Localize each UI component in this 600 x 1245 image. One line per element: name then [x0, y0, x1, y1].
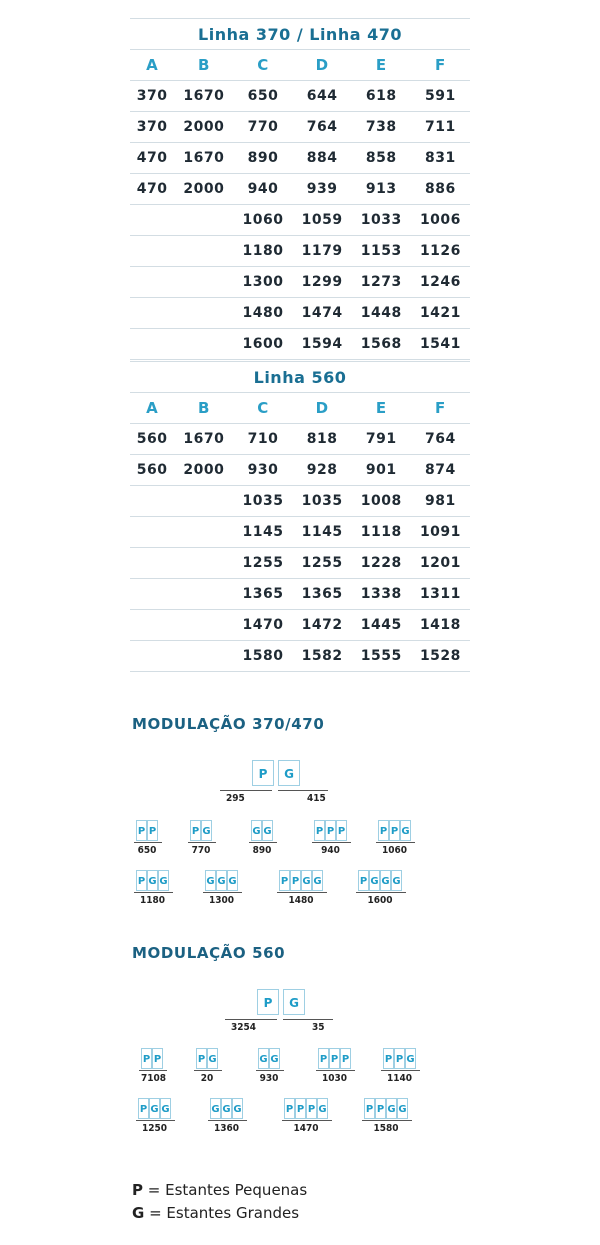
table-cell: 1580 [233, 641, 292, 672]
table-cell: 1059 [293, 205, 352, 236]
table-cell: 470 [130, 143, 174, 174]
table-cell: 930 [233, 455, 292, 486]
width-label: 1600 [367, 895, 393, 906]
table-cell: 1600 [233, 329, 292, 360]
table-cell [130, 236, 174, 267]
small-shelf-unit: P [141, 1048, 152, 1069]
floor-line [277, 892, 327, 893]
width-label: 1180 [139, 895, 166, 906]
width-label-small: 3254 [231, 1022, 257, 1033]
small-shelf-unit: P [190, 820, 201, 841]
table-cell: 1528 [411, 641, 470, 672]
table-cell: 1153 [352, 236, 411, 267]
floor-line [194, 1070, 222, 1071]
small-shelf-unit: P [314, 820, 325, 841]
table-cell: 764 [293, 112, 352, 143]
table-row [130, 81, 470, 112]
table-title-row [130, 362, 470, 393]
column-header: A [130, 393, 174, 424]
table-cell: 1365 [233, 579, 292, 610]
large-shelf-unit: G [369, 870, 380, 891]
legend-g-text: = Estantes Grandes [144, 1204, 300, 1222]
table-cell [174, 579, 233, 610]
table-cell: 560 [130, 424, 174, 455]
floor-line [381, 1070, 420, 1071]
table-cell: 1145 [233, 517, 292, 548]
table-cell [174, 517, 233, 548]
table-row [130, 298, 470, 329]
floor-line [203, 892, 242, 893]
floor-line [282, 1120, 332, 1121]
table-cell [130, 267, 174, 298]
small-shelf-unit: P [325, 820, 336, 841]
column-header: B [174, 393, 233, 424]
table-cell [130, 298, 174, 329]
floor-line [249, 842, 277, 843]
small-shelf-unit: P [279, 870, 290, 891]
table-row [130, 329, 470, 360]
width-label: 1480 [288, 895, 314, 906]
large-shelf-unit: G [262, 820, 273, 841]
table-cell: 1118 [352, 517, 411, 548]
table-cell: 370 [130, 112, 174, 143]
small-shelf-unit: P [290, 870, 301, 891]
small-shelf-unit: P [295, 1098, 306, 1119]
table-cell: 1338 [352, 579, 411, 610]
table-cell: 1060 [233, 205, 292, 236]
width-label-large: 415 [307, 793, 326, 804]
table-cell: 1201 [411, 548, 470, 579]
table-cell: 1474 [293, 298, 352, 329]
width-label: 770 [191, 845, 211, 856]
small-shelf-unit: P [336, 820, 347, 841]
table-cell: 1035 [233, 486, 292, 517]
large-shelf-unit: G [158, 870, 169, 891]
width-label: 1140 [386, 1073, 413, 1084]
table-cell: 886 [411, 174, 470, 205]
table-cell: 764 [411, 424, 470, 455]
width-label: 650 [137, 845, 157, 856]
table-cell: 1228 [352, 548, 411, 579]
small-shelf-unit: P [152, 1048, 163, 1069]
dimensions-table-560 [130, 361, 470, 672]
large-shelf-unit: G [258, 1048, 269, 1069]
table-cell: 370 [130, 81, 174, 112]
table-cell: 940 [233, 174, 292, 205]
legend-g-letter: G [132, 1204, 145, 1222]
floor-line [356, 892, 406, 893]
small-shelf-unit: P [284, 1098, 295, 1119]
table-cell: 1273 [352, 267, 411, 298]
table-cell: 618 [352, 81, 411, 112]
table-cell: 1311 [411, 579, 470, 610]
floor-line [225, 1019, 277, 1020]
table-cell: 1541 [411, 329, 470, 360]
width-label: 940 [321, 845, 340, 856]
table-row [130, 486, 470, 517]
large-shelf-unit: G [397, 1098, 408, 1119]
table-cell: 2000 [174, 112, 233, 143]
small-shelf-unit: P [318, 1048, 329, 1069]
table-cell: 831 [411, 143, 470, 174]
table-title: Linha 370 / Linha 470 [130, 19, 470, 50]
table-cell: 1445 [352, 610, 411, 641]
large-shelf-unit: G [221, 1098, 232, 1119]
large-shelf-unit: G [312, 870, 323, 891]
table-row [130, 205, 470, 236]
table-cell [130, 579, 174, 610]
large-shelf-unit: G [283, 989, 305, 1015]
small-shelf-unit: P [378, 820, 389, 841]
small-shelf-unit: P [364, 1098, 375, 1119]
floor-line [256, 1070, 284, 1071]
table-cell: 1006 [411, 205, 470, 236]
table-cell: 1480 [233, 298, 292, 329]
table-cell [174, 329, 233, 360]
large-shelf-unit: G [207, 1048, 218, 1069]
table-cell: 1670 [174, 424, 233, 455]
small-shelf-unit: P [389, 820, 400, 841]
table-title-row [130, 19, 470, 50]
legend-p-text: = Estantes Pequenas [143, 1181, 308, 1199]
table-cell: 770 [233, 112, 292, 143]
large-shelf-unit: G [227, 870, 238, 891]
small-shelf-unit: P [329, 1048, 340, 1069]
table-cell: 1582 [293, 641, 352, 672]
table-cell: 1300 [233, 267, 292, 298]
table-cell: 1255 [233, 548, 292, 579]
large-shelf-unit: G [405, 1048, 416, 1069]
small-shelf-unit: P [136, 870, 147, 891]
large-shelf-unit: G [301, 870, 312, 891]
table-cell: 1033 [352, 205, 411, 236]
large-shelf-unit: G [269, 1048, 280, 1069]
table-cell: 1179 [293, 236, 352, 267]
floor-line [134, 892, 173, 893]
large-shelf-unit: G [147, 870, 158, 891]
table-cell [130, 641, 174, 672]
table-cell [174, 486, 233, 517]
table-cell [130, 329, 174, 360]
table-cell: 470 [130, 174, 174, 205]
table-cell [130, 517, 174, 548]
width-label: 930 [259, 1073, 279, 1084]
width-label: 1250 [141, 1123, 168, 1134]
small-shelf-unit: P [138, 1098, 149, 1119]
large-shelf-unit: G [391, 870, 402, 891]
table-cell: 1126 [411, 236, 470, 267]
table-cell: 1670 [174, 143, 233, 174]
floor-line [188, 842, 216, 843]
large-shelf-unit: G [216, 870, 227, 891]
dimensions-table-370-470 [130, 18, 470, 360]
table-cell: 1594 [293, 329, 352, 360]
legend-large [132, 1204, 299, 1222]
width-label: 1300 [208, 895, 235, 906]
table-cell: 884 [293, 143, 352, 174]
table-cell: 901 [352, 455, 411, 486]
small-shelf-unit: P [375, 1098, 386, 1119]
table-cell: 981 [411, 486, 470, 517]
large-shelf-unit: G [400, 820, 411, 841]
column-header: F [411, 50, 470, 81]
large-shelf-unit: G [380, 870, 391, 891]
table-cell: 874 [411, 455, 470, 486]
column-header: C [233, 50, 292, 81]
legend-small [132, 1181, 307, 1199]
table-cell: 1299 [293, 267, 352, 298]
width-label: 1030 [321, 1073, 348, 1084]
table-cell [174, 298, 233, 329]
table-row [130, 517, 470, 548]
small-shelf-unit: P [383, 1048, 394, 1069]
small-shelf-unit: P [136, 820, 147, 841]
modulation-title-370-470: MODULAÇÃO 370/470 [132, 715, 325, 733]
table-cell: 1035 [293, 486, 352, 517]
floor-line [278, 790, 328, 791]
small-shelf-unit: P [340, 1048, 351, 1069]
table-cell: 1255 [293, 548, 352, 579]
width-label: 1360 [213, 1123, 240, 1134]
table-row [130, 610, 470, 641]
table-header-row [130, 393, 470, 424]
table-cell [174, 205, 233, 236]
table-cell: 1145 [293, 517, 352, 548]
floor-line [136, 1120, 175, 1121]
table-row [130, 143, 470, 174]
table-cell [130, 486, 174, 517]
table-cell: 1365 [293, 579, 352, 610]
table-header-row [130, 50, 470, 81]
column-header: E [352, 50, 411, 81]
width-label: 1060 [381, 845, 408, 856]
table-cell [130, 205, 174, 236]
table-cell: 650 [233, 81, 292, 112]
table-cell [174, 548, 233, 579]
large-shelf-unit: G [201, 820, 212, 841]
column-header: A [130, 50, 174, 81]
floor-line [362, 1120, 412, 1121]
table-cell: 1448 [352, 298, 411, 329]
column-header: F [411, 393, 470, 424]
table-row [130, 579, 470, 610]
table-row [130, 641, 470, 672]
table-cell: 1421 [411, 298, 470, 329]
table-cell: 711 [411, 112, 470, 143]
table-cell: 1555 [352, 641, 411, 672]
table-row [130, 455, 470, 486]
width-label: 7108 [141, 1073, 167, 1084]
large-shelf-unit: G [210, 1098, 221, 1119]
table-row [130, 236, 470, 267]
table-cell: 738 [352, 112, 411, 143]
width-label: 20 [200, 1073, 214, 1084]
table-row [130, 548, 470, 579]
column-header: D [293, 393, 352, 424]
large-shelf-unit: G [317, 1098, 328, 1119]
table-cell: 1470 [233, 610, 292, 641]
table-cell [130, 548, 174, 579]
table-cell: 1472 [293, 610, 352, 641]
table-cell [174, 610, 233, 641]
table-cell: 1246 [411, 267, 470, 298]
width-label-large: 35 [312, 1022, 325, 1033]
table-cell: 1091 [411, 517, 470, 548]
table-cell: 560 [130, 455, 174, 486]
table-cell: 818 [293, 424, 352, 455]
large-shelf-unit: G [386, 1098, 397, 1119]
small-shelf-unit: P [252, 760, 274, 786]
table-cell [174, 267, 233, 298]
table-cell: 2000 [174, 455, 233, 486]
table-cell: 591 [411, 81, 470, 112]
table-cell: 1180 [233, 236, 292, 267]
table-cell: 791 [352, 424, 411, 455]
table-cell: 1418 [411, 610, 470, 641]
modulation-title-560: MODULAÇÃO 560 [132, 944, 286, 962]
width-label: 1470 [293, 1123, 319, 1134]
table-title: Linha 560 [130, 362, 470, 393]
floor-line [134, 842, 162, 843]
large-shelf-unit: G [232, 1098, 243, 1119]
small-shelf-unit: P [306, 1098, 317, 1119]
small-shelf-unit: P [257, 989, 279, 1015]
table-cell: 644 [293, 81, 352, 112]
table-cell: 928 [293, 455, 352, 486]
table-cell: 710 [233, 424, 292, 455]
table-cell [130, 610, 174, 641]
table-cell: 2000 [174, 174, 233, 205]
table-cell: 913 [352, 174, 411, 205]
floor-line [376, 842, 415, 843]
floor-line [220, 790, 272, 791]
large-shelf-unit: G [160, 1098, 171, 1119]
floor-line [283, 1019, 333, 1020]
table-cell: 858 [352, 143, 411, 174]
table-cell: 1568 [352, 329, 411, 360]
column-header: C [233, 393, 292, 424]
table-cell: 1008 [352, 486, 411, 517]
width-label-small: 295 [226, 793, 245, 804]
large-shelf-unit: G [149, 1098, 160, 1119]
width-label: 890 [252, 845, 272, 856]
small-shelf-unit: P [394, 1048, 405, 1069]
table-cell [174, 236, 233, 267]
table-row [130, 112, 470, 143]
small-shelf-unit: P [358, 870, 369, 891]
column-header: D [293, 50, 352, 81]
table-cell: 890 [233, 143, 292, 174]
legend-p-letter: P [132, 1181, 143, 1199]
large-shelf-unit: G [205, 870, 216, 891]
width-label: 1580 [373, 1123, 399, 1134]
small-shelf-unit: P [147, 820, 158, 841]
table-row [130, 174, 470, 205]
table-cell: 1670 [174, 81, 233, 112]
table-cell [174, 641, 233, 672]
floor-line [316, 1070, 355, 1071]
column-header: B [174, 50, 233, 81]
table-row [130, 424, 470, 455]
floor-line [208, 1120, 247, 1121]
large-shelf-unit: G [251, 820, 262, 841]
table-row [130, 267, 470, 298]
floor-line [312, 842, 351, 843]
column-header: E [352, 393, 411, 424]
large-shelf-unit: G [278, 760, 300, 786]
small-shelf-unit: P [196, 1048, 207, 1069]
table-cell: 939 [293, 174, 352, 205]
floor-line [139, 1070, 167, 1071]
